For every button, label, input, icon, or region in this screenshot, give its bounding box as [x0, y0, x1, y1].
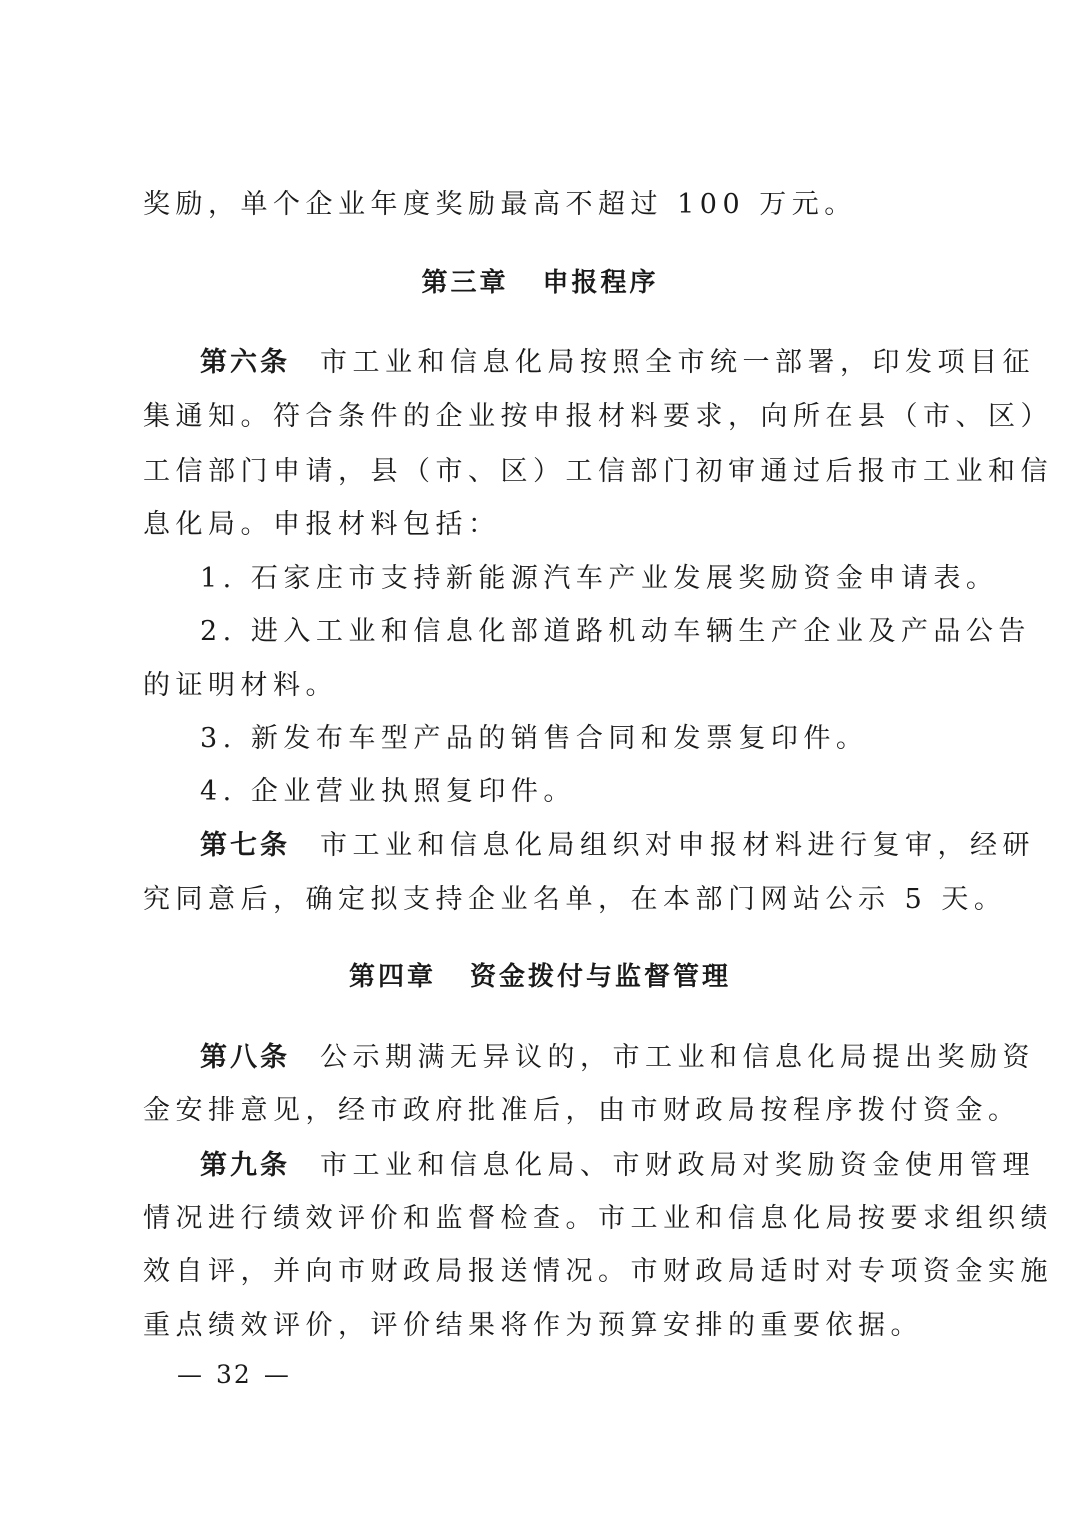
article-eight-line-1 [200, 1041, 1035, 1075]
page-number: 32 [216, 1360, 252, 1389]
article-seven-label: 第七条 [200, 830, 290, 861]
article-nine-line-2: 情况进行绩效评价和监督检查。市工业和信息化局按要求组织绩 [143, 1203, 1053, 1234]
chapter-three-heading [0, 266, 1080, 300]
article-nine-line-1 [200, 1149, 1035, 1183]
chapter-four-heading [0, 960, 1080, 994]
page-footer [165, 1360, 303, 1390]
chapter-three-title: 申报程序 [542, 268, 659, 298]
article-nine-line-4: 重点绩效评价，评价结果将作为预算安排的重要依据。 [143, 1310, 923, 1341]
article-six-line-1 [200, 346, 1035, 380]
article-seven-line-2: 究同意后，确定拟支持企业名单，在本部门网站公示 5 天。 [143, 884, 1007, 915]
material-item-1: 1. 石家庄市支持新能源汽车产业发展奖励资金申请表。 [200, 563, 999, 594]
chapter-three-label: 第三章 [421, 268, 509, 298]
paragraph-continuation: 奖励，单个企业年度奖励最高不超过 100 万元。 [143, 189, 857, 220]
article-nine-text-1: 市工业和信息化局、市财政局对奖励资金使用管理 [320, 1150, 1035, 1181]
material-item-4: 4. 企业营业执照复印件。 [200, 776, 576, 807]
article-six-line-3: 工信部门申请，县（市、区）工信部门初审通过后报市工业和信 [143, 456, 1053, 487]
article-six-line-2: 集通知。符合条件的企业按申报材料要求，向所在县（市、区） [143, 401, 1053, 432]
chapter-four-title: 资金拨付与监督管理 [470, 962, 732, 992]
material-item-3: 3. 新发布车型产品的销售合同和发票复印件。 [200, 723, 869, 754]
page-dash-right: — [263, 1360, 291, 1389]
material-item-2-continued: 的证明材料。 [143, 670, 338, 701]
chapter-four-label: 第四章 [348, 962, 436, 992]
article-nine-line-3: 效自评，并向市财政局报送情况。市财政局适时对专项资金实施 [143, 1256, 1053, 1287]
article-nine-label: 第九条 [200, 1150, 290, 1181]
page-dash-left: — [177, 1360, 204, 1389]
article-seven-text-1: 市工业和信息化局组织对申报材料进行复审，经研 [320, 830, 1035, 861]
article-eight-text-1: 公示期满无异议的，市工业和信息化局提出奖励资 [320, 1042, 1035, 1073]
article-six-label: 第六条 [200, 347, 290, 378]
article-six-text-1: 市工业和信息化局按照全市统一部署，印发项目征 [320, 347, 1035, 378]
article-eight-line-2: 金安排意见，经市政府批准后，由市财政局按程序拨付资金。 [143, 1095, 1021, 1126]
article-seven-line-1 [200, 829, 1035, 863]
material-item-2: 2. 进入工业和信息化部道路机动车辆生产企业及产品公告 [200, 616, 1031, 647]
article-six-line-4: 息化局。申报材料包括： [143, 509, 501, 540]
article-eight-label: 第八条 [200, 1042, 290, 1073]
